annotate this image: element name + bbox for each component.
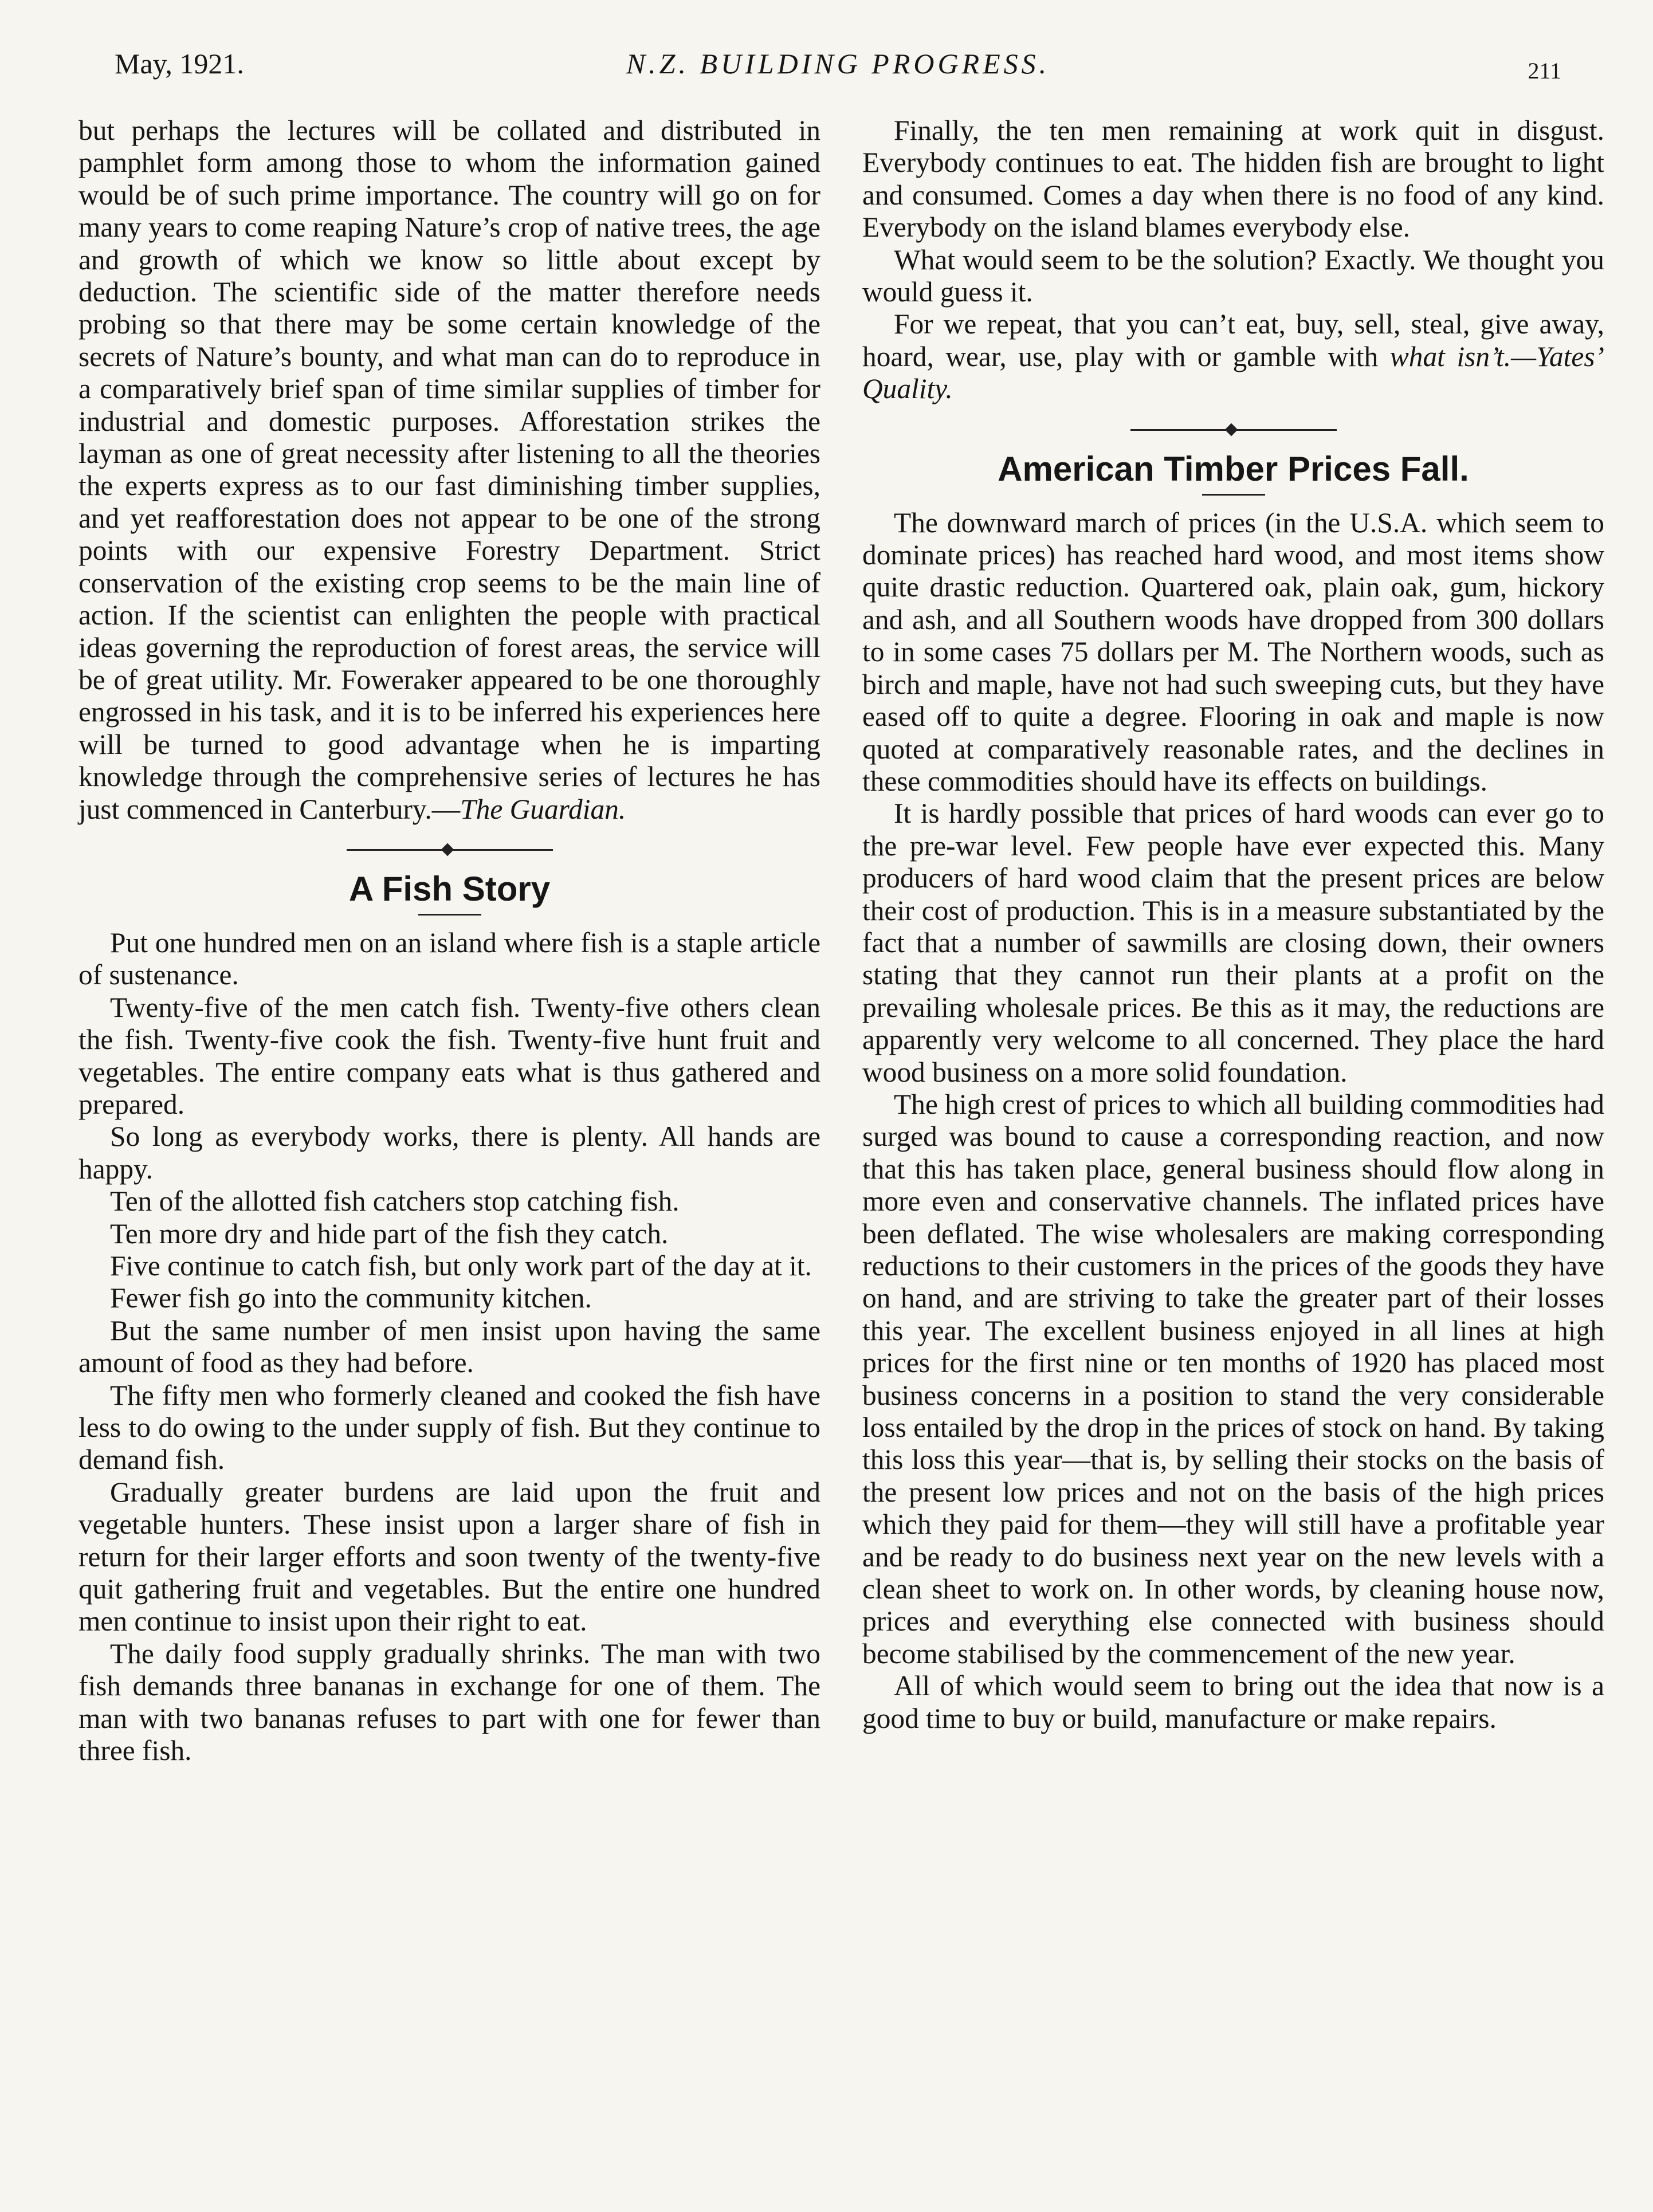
timber-paragraph: The downward march of prices (in the U.S.A. which seem to dominate prices) has reached hard wood, and most items show quite drastic reduction. Quartered oak, plain oak, gum, hickory and ash, and all Southern woods have dropped from 300 dollars to in some cases 75 dollars per M. The Northern woods, such as birch and maple, have not had such sweeping cuts, but they have eased off to quite a degree. Flooring in oak and maple is now quoted at comparatively reasonable rates, and the declines in these commodities should have its effects on buildings. [862,506,1604,797]
fish-paragraph: The fifty men who formerly cleaned and cooked the fish have less to do owing to the under supply of fish. But they continue to demand fish. [78,1379,820,1476]
fish-paragraph: Gradually greater burdens are laid upon the fruit and vegetable hunters. These insist upon a larger share of fish in return for their larger efforts and soon twenty of the twenty-five quit gathering fruit and vegetables. But the entire one hundred men continue to insist upon their right to eat. [78,1476,820,1637]
fish-paragraph: But the same number of men insist upon having the same amount of food as they had before. [78,1314,820,1379]
right-column [862,115,1604,1735]
page-header [80,47,1596,93]
intro-source: The Guardian. [460,793,626,825]
fish-closing-text: For we repeat, that you can’t eat, buy, sell, steal, give away, hoard, wear, use, play with or gamble with [862,308,1604,372]
timber-paragraph: The high crest of prices to which all building commodities had surged was bound to cause a corresponding reaction, and now that this has taken place, general business should flow along in more even and conservative channels. The inflated prices have been deflated. The wise wholesalers are making corresponding reductions to their customers in the prices of the goods they have on hand, and are striving to take the greater part of their losses this year. The excellent business enjoyed in all lines at high prices for the first nine or ten months of 1920 has placed most business concerns in a position to stand the very considerable loss entailed by the drop in the prices of stock on hand. By taking this loss this year—that is, by selling their stocks on the basis of the present low prices and not on the basis of the high prices which they paid for them—they will still have a profitable year and be ready to do business next year on the new levels with a clean sheet to work on. In other words, by cleaning house now, prices and everything else connected with business should become stabilised by the commencement of the new year. [862,1088,1604,1669]
fish-source: what isn’t.—Yates’ Quality. [862,340,1604,405]
page-number: 211 [1528,58,1561,84]
fish-paragraph: Five continue to catch fish, but only work part of the day at it. [110,1250,812,1282]
fish-paragraph: So long as everybody works, there is plenty. All hands are happy. [78,1121,820,1185]
heading-rule [418,914,481,916]
timber-heading: American Timber Prices Fall. [998,449,1469,488]
timber-paragraph: It is hardly possible that prices of hard woods can ever go to the pre-war level. Few people have ever expected this. Many producers of hard wood claim that the present prices are below their cost of production. This is in a measure substantiated by the fact that a number of sawmills are closing down, their owners stating that they cannot run their plants at a profit on the prevailing wholesale prices. Be this as it may, the reductions are apparently very welcome to all concerned. They place the hard wood business on a more solid foundation. [862,797,1604,1088]
fish-paragraph: Ten of the allotted fish catchers stop catching fish. [110,1185,680,1217]
left-column [78,115,820,1767]
fish-paragraph: Fewer fish go into the community kitchen. [110,1282,592,1314]
issue-date: May, 1921. [115,48,244,80]
fish-closing-paragraph [862,308,1604,405]
fish-paragraph: Finally, the ten men remaining at work quit in disgust. Everybody continues to eat. The hidden fish are brought to light and consumed. Comes a day when there is no food of any kind. Everybody on the island blames everybody else. [862,115,1604,243]
intro-text: but perhaps the lectures will be collated and distributed in pamphlet form among those to whom the information gained would be of such prime importance. The country will go on for many years to come reaping Nature’s crop of native trees, the age and growth of which we know so little about except by deduction. The scientific side of the matter therefore needs probing so that there may be some certain knowledge of the secrets of Nature’s bounty, and what man can do to reproduce in a comparatively brief span of time similar supplies of timber for industrial and domestic purposes. Afforestation strikes the layman as one of great necessity after listening to all the theories the experts express as to our fast diminishing timber supplies, and yet reafforestation does not appear to be one of the strong points with our expensive Forestry Department. Strict conservation of the existing crop seems to be the main line of action. If the scientist can enlighten the people with practical ideas governing the reproduction of forest areas, the service will be of great utility. Mr. Foweraker appeared to be one thoroughly engrossed in his task, and it is to be inferred his experiences here will be turned to good advantage when he is imparting knowledge through the comprehensive series of lectures he has just commenced in Canterbury.— [78,115,820,825]
publication-title: N.Z. BUILDING PROGRESS. [626,48,1050,80]
fish-paragraph: The daily food supply gradually shrinks. The man with two fish demands three bananas in exchange for one of them. The man with two bananas refuses to part with one for fewer than three fish. [78,1637,820,1767]
fish-paragraph: Ten more dry and hide part of the fish they catch. [110,1217,669,1250]
heading-rule [1202,494,1265,496]
fish-story-heading: A Fish Story [348,869,551,908]
fish-paragraph: Twenty-five of the men catch fish. Twenty-five others clean the fish. Twenty-five cook the fish. Twenty-five hunt fruit and vegetables. The entire company eats what is thus gathered and prepared. [78,991,820,1120]
intro-paragraph [78,115,820,826]
timber-paragraph: All of which would seem to bring out the idea that now is a good time to buy or build, manufacture or make repairs. [862,1670,1604,1734]
section-divider [1130,418,1337,441]
fish-paragraph: What would seem to be the solution? Exactly. We thought you would guess it. [862,243,1604,308]
fish-paragraph: Put one hundred men on an island where fish is a staple article of sustenance. [78,926,820,991]
section-divider [347,838,553,861]
